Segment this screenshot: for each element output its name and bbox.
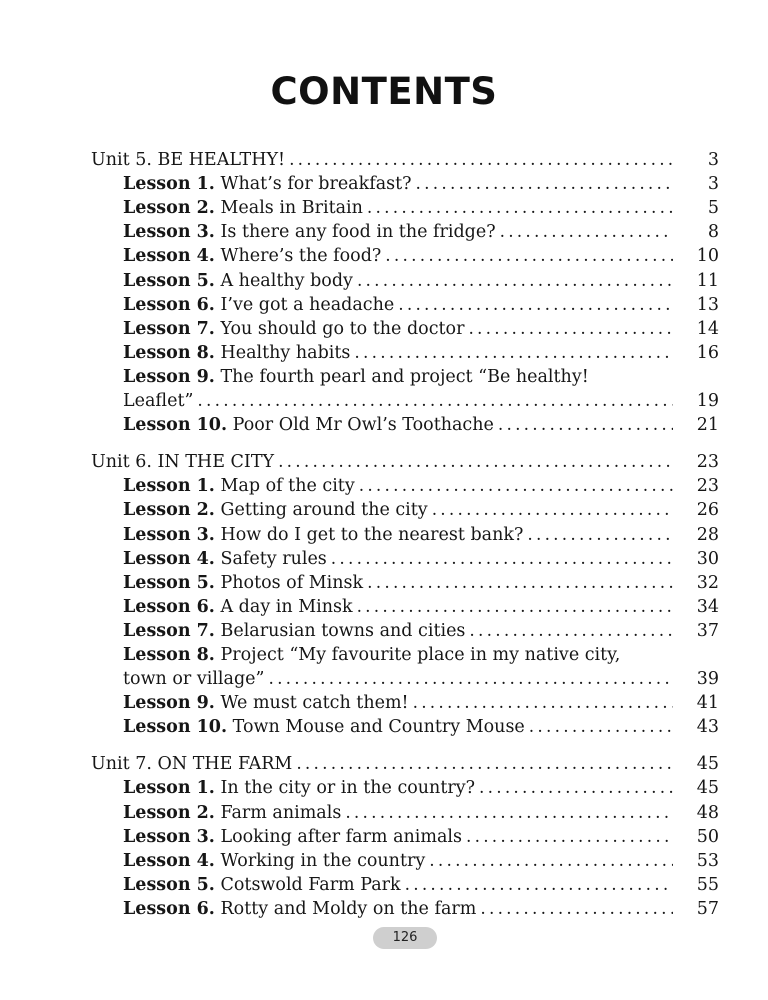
lesson-number: Lesson 2. [123, 802, 215, 823]
lesson-page: 10 [696, 246, 719, 267]
lesson-title: You should go to the doctor [220, 318, 465, 339]
dot-leader [296, 752, 673, 776]
lesson-title: Belarusian towns and cities [220, 620, 466, 641]
lesson-title: Working in the country [220, 850, 426, 871]
lesson-title: A healthy body [220, 270, 353, 291]
lesson-page: 5 [707, 198, 719, 219]
lesson-row [91, 172, 719, 196]
lesson-page: 43 [696, 717, 719, 738]
dot-leader [367, 196, 673, 220]
lesson-number: Lesson 3. [123, 222, 215, 243]
lesson-row [91, 522, 719, 546]
lesson-page: 23 [696, 476, 719, 497]
lesson-page: 8 [707, 222, 719, 243]
lesson-page: 11 [696, 270, 719, 291]
lesson-row [91, 873, 719, 897]
lesson-row [91, 293, 719, 317]
lesson-number: Lesson 8. [123, 342, 215, 363]
lesson-title: Getting around the city [220, 500, 428, 521]
dot-leader [466, 825, 673, 849]
lesson-title: Farm animals [220, 802, 342, 823]
lesson-row [91, 474, 719, 498]
lesson-page: 57 [696, 898, 719, 919]
dot-leader [331, 547, 673, 571]
lesson-number: Lesson 6. [123, 898, 215, 919]
page-title: CONTENTS [270, 70, 498, 113]
lesson-page: 39 [696, 669, 719, 690]
dot-leader [413, 691, 673, 715]
lesson-title: Project “My favourite place in my native city, [220, 644, 621, 665]
lesson-number: Lesson 1. [123, 778, 215, 799]
lesson-title: Cotswold Farm Park [220, 874, 401, 895]
lesson-page: 48 [696, 802, 719, 823]
lesson-number: Lesson 2. [123, 500, 215, 521]
unit-page: 3 [707, 150, 719, 171]
dot-leader [354, 341, 673, 365]
lesson-row [91, 196, 719, 220]
lesson-number: Lesson 5. [123, 572, 215, 593]
lesson-number: Lesson 1. [123, 476, 215, 497]
lesson-title: In the city or in the country? [220, 778, 475, 799]
lesson-row [91, 220, 719, 244]
lesson-title: Healthy habits [220, 342, 351, 363]
unit-5-block [91, 148, 719, 437]
lesson-title: Map of the city [220, 476, 355, 497]
lesson-title: How do I get to the nearest bank? [220, 524, 524, 545]
lesson-title: Meals in Britain [220, 198, 363, 219]
dot-leader [469, 619, 673, 643]
lesson-number: Lesson 8. [123, 644, 215, 665]
dot-leader [357, 595, 673, 619]
lesson-title: Town Mouse and Country Mouse [232, 717, 525, 738]
lesson-row [91, 244, 719, 268]
dot-leader [289, 148, 673, 172]
lesson-page: 3 [707, 174, 719, 195]
lesson-number: Lesson 5. [123, 874, 215, 895]
lesson-number: Lesson 4. [123, 246, 215, 267]
lesson-page: 14 [696, 318, 719, 339]
lesson-row [91, 715, 719, 739]
lesson-row [91, 413, 719, 437]
lesson-title: Rotty and Moldy on the farm [220, 898, 477, 919]
unit-7-block [91, 752, 719, 921]
unit-row [91, 148, 719, 172]
lesson-row [91, 571, 719, 595]
lesson-number: Lesson 7. [123, 318, 215, 339]
lesson-title: Poor Old Mr Owl’s Toothache [232, 415, 494, 436]
lesson-page: 37 [696, 620, 719, 641]
lesson-number: Lesson 2. [123, 198, 215, 219]
lesson-number: Lesson 4. [123, 850, 215, 871]
lesson-page: 50 [696, 826, 719, 847]
lesson-number: Lesson 3. [123, 524, 215, 545]
lesson-row [91, 317, 719, 341]
lesson-number: Lesson 10. [123, 717, 228, 738]
lesson-page: 55 [696, 874, 719, 895]
lesson-number: Lesson 5. [123, 270, 215, 291]
lesson-page: 16 [696, 342, 719, 363]
lesson-page: 45 [696, 778, 719, 799]
lesson-row [91, 341, 719, 365]
lesson-row-wrapped [91, 365, 719, 389]
lesson-title: Looking after farm animals [220, 826, 462, 847]
unit-page: 45 [696, 754, 719, 775]
lesson-row [91, 897, 719, 921]
dot-leader [357, 269, 673, 293]
lesson-number: Lesson 6. [123, 596, 215, 617]
lesson-page: 19 [696, 391, 719, 412]
table-of-contents [91, 148, 719, 934]
dot-leader [385, 244, 673, 268]
dot-leader [500, 220, 673, 244]
lesson-page: 28 [696, 524, 719, 545]
dot-leader [268, 667, 673, 691]
dot-leader [527, 523, 673, 547]
lesson-row [91, 498, 719, 522]
lesson-title: What’s for breakfast? [220, 174, 412, 195]
lesson-title: Where’s the food? [220, 246, 382, 267]
dot-leader [405, 873, 673, 897]
unit-label: Unit 6. IN THE CITY [91, 452, 275, 473]
lesson-page: 30 [696, 548, 719, 569]
unit-label: Unit 5. BE HEALTHY! [91, 150, 286, 171]
lesson-page: 34 [696, 596, 719, 617]
lesson-page: 53 [696, 850, 719, 871]
lesson-row [91, 547, 719, 571]
dot-leader [468, 317, 673, 341]
lesson-page: 32 [696, 572, 719, 593]
lesson-row [91, 800, 719, 824]
lesson-row-continuation [91, 667, 719, 691]
dot-leader [479, 776, 673, 800]
lesson-row [91, 595, 719, 619]
dot-leader [197, 389, 673, 413]
dot-leader [398, 293, 673, 317]
lesson-row [91, 776, 719, 800]
lesson-title: I’ve got a headache [220, 294, 395, 315]
lesson-title: Is there any food in the fridge? [220, 222, 496, 243]
lesson-number: Lesson 6. [123, 294, 215, 315]
lesson-title-continuation: Leaflet” [123, 391, 194, 412]
lesson-row [91, 619, 719, 643]
dot-leader [359, 474, 673, 498]
lesson-page: 21 [696, 415, 719, 436]
dot-leader [429, 849, 673, 873]
lesson-number: Lesson 1. [123, 174, 215, 195]
lesson-title: A day in Minsk [220, 596, 353, 617]
lesson-number: Lesson 10. [123, 415, 228, 436]
dot-leader [345, 801, 673, 825]
lesson-row [91, 691, 719, 715]
lesson-number: Lesson 7. [123, 620, 215, 641]
lesson-row [91, 268, 719, 292]
unit-label: Unit 7. ON THE FARM [91, 754, 293, 775]
lesson-number: Lesson 9. [123, 693, 215, 714]
lesson-number: Lesson 9. [123, 366, 215, 387]
unit-row [91, 752, 719, 776]
dot-leader [480, 897, 673, 921]
dot-leader [529, 715, 673, 739]
lesson-title-continuation: town or village” [123, 669, 265, 690]
lesson-title: Safety rules [220, 548, 327, 569]
lesson-row-continuation [91, 389, 719, 413]
lesson-row [91, 849, 719, 873]
unit-page: 23 [696, 452, 719, 473]
lesson-page: 41 [696, 693, 719, 714]
lesson-title: The fourth pearl and project “Be healthy! [220, 366, 589, 387]
unit-6-block [91, 450, 719, 739]
unit-row [91, 450, 719, 474]
page-number-badge: 126 [373, 927, 437, 949]
lesson-page: 26 [696, 500, 719, 521]
lesson-number: Lesson 4. [123, 548, 215, 569]
lesson-page: 13 [696, 294, 719, 315]
lesson-number: Lesson 3. [123, 826, 215, 847]
lesson-row-wrapped [91, 643, 719, 667]
lesson-row [91, 825, 719, 849]
lesson-title: We must catch them! [220, 693, 409, 714]
dot-leader [278, 450, 673, 474]
lesson-title: Photos of Minsk [220, 572, 364, 593]
dot-leader [432, 498, 673, 522]
dot-leader [416, 172, 673, 196]
dot-leader [367, 571, 673, 595]
dot-leader [498, 413, 673, 437]
